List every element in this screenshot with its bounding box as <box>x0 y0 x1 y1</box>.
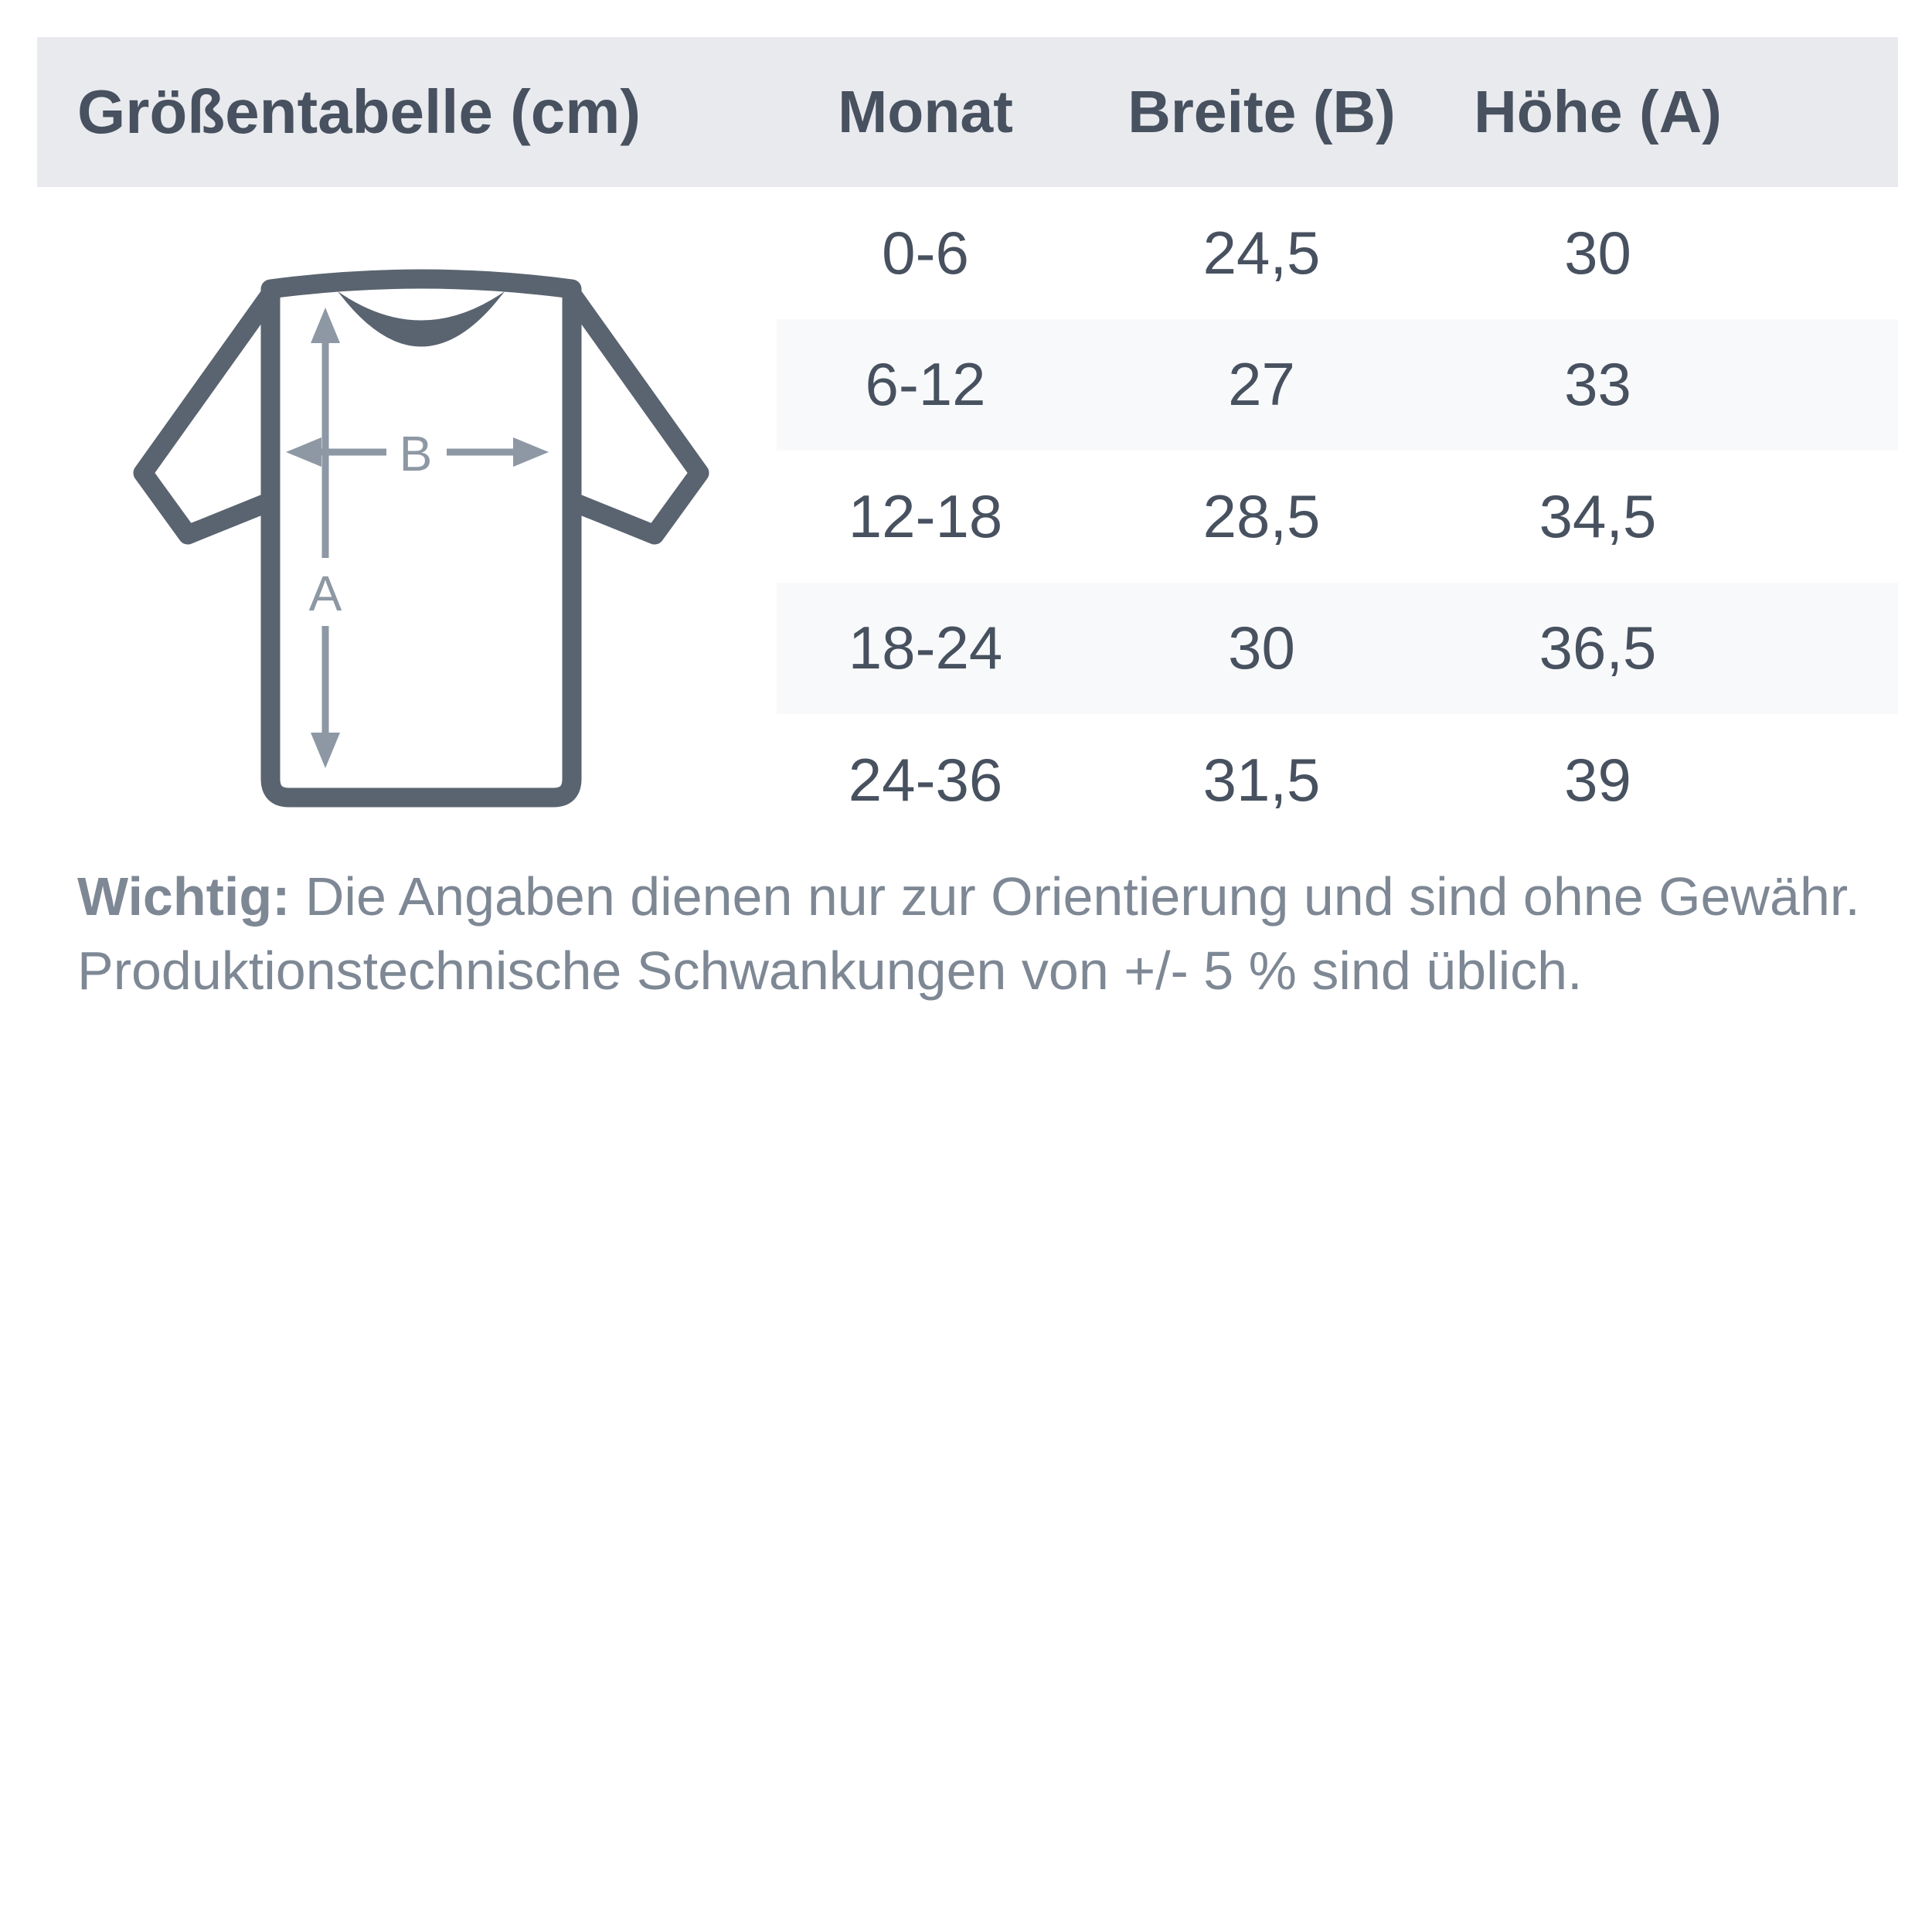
cell-monat: 24-36 <box>848 745 1003 814</box>
disclaimer-note <box>77 859 1870 1008</box>
column-header-breite: Breite (B) <box>1074 37 1449 187</box>
row-end-spacer <box>1747 714 1898 846</box>
cell-breite: 28,5 <box>1202 481 1321 550</box>
tshirt-diagram <box>116 247 726 819</box>
row-end-spacer <box>1747 451 1898 583</box>
note-line2: Produktionstechnische Schwankungen von +/- 5 % sind üblich. <box>77 940 1583 1001</box>
cell-hoehe: 36,5 <box>1449 583 1747 715</box>
tshirt-right-sleeve <box>570 292 699 535</box>
tshirt-body <box>270 279 572 798</box>
tshirt-icon <box>116 247 726 819</box>
cell-breite: 27 <box>1074 319 1449 451</box>
column-header-spacer <box>1747 37 1898 187</box>
cell-hoehe: 30 <box>1564 218 1631 287</box>
column-header-hoehe: Höhe (A) <box>1449 37 1747 187</box>
height-arrow-label: A <box>308 566 342 621</box>
row-end-spacer <box>1747 319 1898 451</box>
cell-monat: 6-12 <box>777 319 1074 451</box>
cell-hoehe: 33 <box>1449 319 1747 451</box>
cell-breite: 24,5 <box>1202 218 1321 287</box>
column-header-monat: Monat <box>777 37 1074 187</box>
cell-breite: 30 <box>1074 583 1449 715</box>
cell-breite: 31,5 <box>1202 745 1321 814</box>
cell-monat: 12-18 <box>848 481 1003 550</box>
cell-monat: 0-6 <box>882 218 969 287</box>
cell-hoehe: 39 <box>1564 745 1631 814</box>
note-label: Wichtig: <box>77 866 291 927</box>
row-end-spacer <box>1747 583 1898 715</box>
note-line1: Die Angaben dienen nur zur Orientierung und sind ohne Gewähr. <box>290 866 1860 927</box>
cell-hoehe: 34,5 <box>1539 481 1657 550</box>
tshirt-left-sleeve <box>143 292 272 535</box>
row-end-spacer <box>1747 187 1898 319</box>
cell-monat: 18-24 <box>777 583 1074 715</box>
table-title: Größentabelle (cm) <box>37 37 777 187</box>
width-arrow-label: B <box>399 426 433 481</box>
